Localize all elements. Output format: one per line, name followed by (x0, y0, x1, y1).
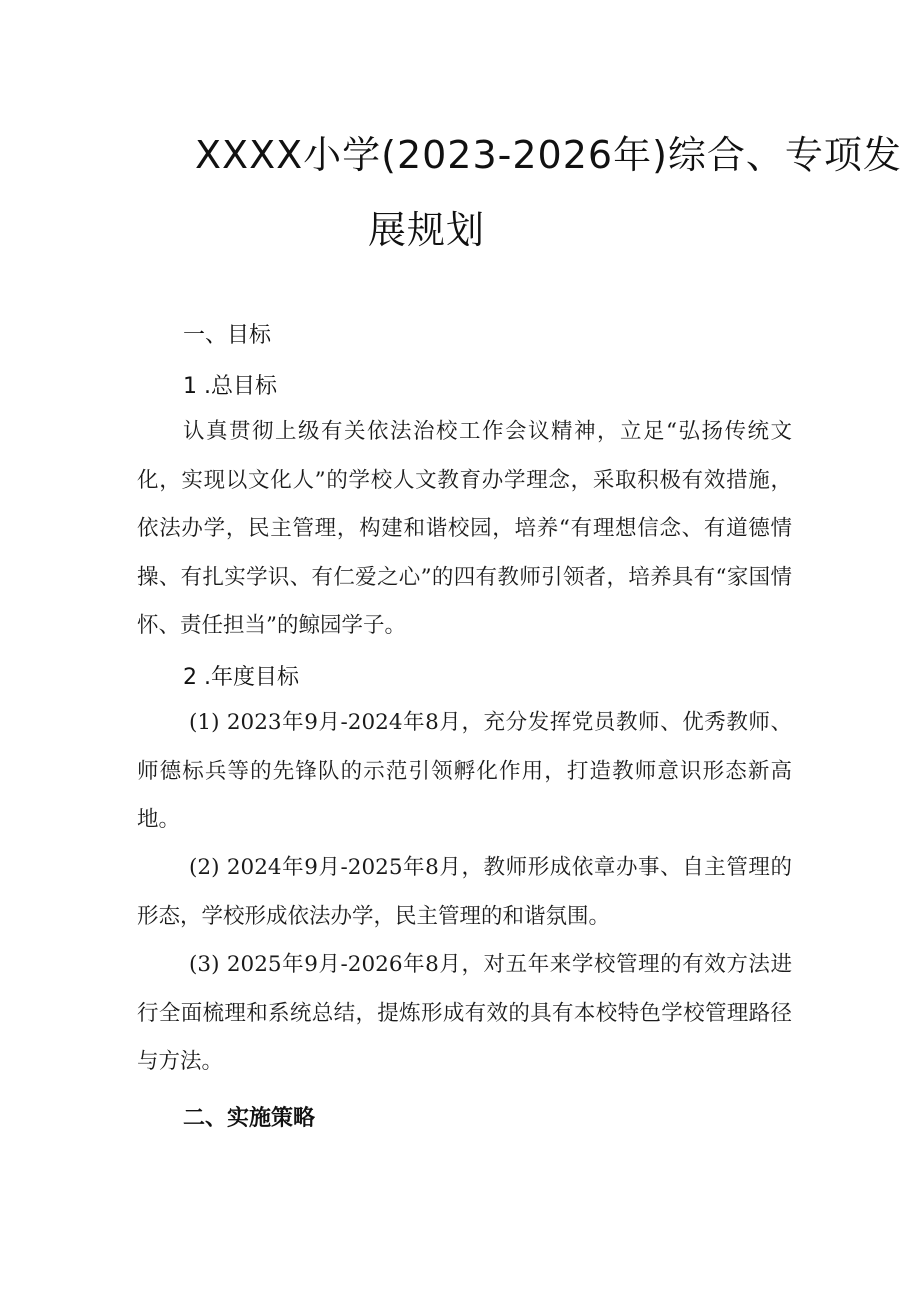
paragraph-annual-goal-2: (2) 2024年9月-2025年8月，教师形成依章办事、自主管理的形态，学校形成依法办学，民主管理的和谐氛围。 (137, 855, 792, 929)
section-heading-goals: 一、目标 (183, 323, 272, 348)
document-title-line-2: 展规划 (368, 208, 486, 252)
subheading-overall-goal: 1 .总目标 (183, 374, 277, 399)
paragraph-annual-goal-1: (1) 2023年9月-2024年8月，充分发挥党员教师、优秀教师、师德标兵等的先锋队的示范引领孵化作用，打造教师意识形态新高地。 (137, 710, 792, 832)
document-title-line-1: XXXX小学(2023-2026年)综合、专项发 (195, 133, 902, 177)
subheading-annual-goals: 2 .年度目标 (183, 665, 299, 690)
paragraph-annual-goal-3: (3) 2025年9月-2026年8月，对五年来学校管理的有效方法进行全面梳理和系统总结，提炼形成有效的具有本校特色学校管理路径与方法。 (137, 952, 792, 1074)
paragraph-overall-goal: 认真贯彻上级有关依法治校工作会议精神，立足“弘扬传统文化，实现以文化人”的学校人文教育办学理念，采取积极有效措施，依法办学，民主管理，构建和谐校园，培养“有理想信念、有道德情操、有扎实学识、有仁爱之心”的四有教师引领者，培养具有“家国情怀、责任担当”的鲸园学子。 (137, 419, 792, 638)
section-heading-strategies: 二、实施策略 (183, 1106, 316, 1131)
